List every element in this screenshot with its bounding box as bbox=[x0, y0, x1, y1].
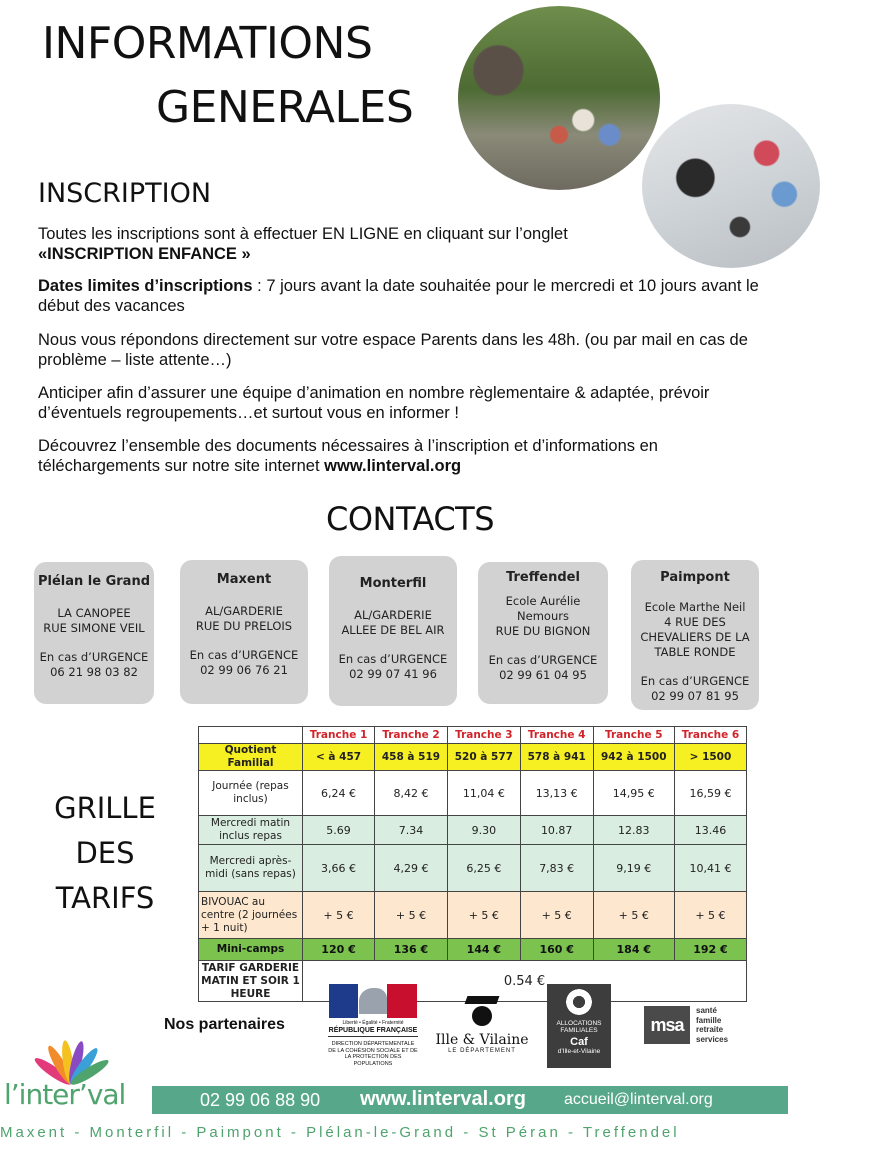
contact-urgence-label: En cas d’URGENCE bbox=[488, 653, 598, 667]
table-row-quotient bbox=[199, 744, 747, 771]
table-row-bivouac bbox=[199, 892, 747, 939]
contact-phone[interactable]: 02 99 07 81 95 bbox=[651, 689, 739, 703]
iv-sub: LE DÉPARTEMENT bbox=[448, 1048, 516, 1054]
msa-line: santé bbox=[696, 1006, 717, 1015]
contact-card-treffendel bbox=[478, 562, 608, 704]
table-cell: 458 à 519 bbox=[375, 744, 448, 771]
rf-motto: Liberté • Égalité • Fraternité bbox=[342, 1020, 404, 1026]
contact-address bbox=[631, 600, 759, 660]
table-cell: 9.30 bbox=[447, 816, 520, 845]
photo-children-indoor bbox=[642, 104, 820, 268]
linterval-logo-icon bbox=[36, 1030, 108, 1084]
linterval-brand-name: l’inter’val bbox=[4, 1078, 126, 1111]
table-cell: 192 € bbox=[674, 939, 746, 961]
tranche-header: Tranche 3 bbox=[447, 727, 520, 744]
table-cell: + 5 € bbox=[520, 892, 593, 939]
contact-phone[interactable]: 02 99 07 41 96 bbox=[349, 667, 437, 681]
row-label: Quotient Familial bbox=[199, 744, 303, 771]
tranche-header: Tranche 2 bbox=[375, 727, 448, 744]
contact-address bbox=[180, 604, 308, 634]
table-cell: 0.54 € bbox=[303, 961, 747, 1002]
contact-name: Treffendel bbox=[506, 570, 580, 585]
table-cell: 144 € bbox=[447, 939, 520, 961]
contact-address-line: AL/GARDERIE bbox=[354, 608, 432, 622]
tranche-header: Tranche 1 bbox=[303, 727, 375, 744]
tarifs-heading-line: GRILLE bbox=[54, 791, 156, 825]
logo-republique-francaise bbox=[328, 984, 418, 1068]
inscription-heading: INSCRIPTION bbox=[38, 178, 212, 209]
table-cell: < à 457 bbox=[303, 744, 375, 771]
tarifs-heading-line: DES bbox=[75, 836, 135, 870]
contact-urgence-label: En cas d’URGENCE bbox=[39, 650, 149, 664]
p5-text: Découvrez l’ensemble des documents nécessaires à l’inscription et d’informations en téléchargements sur notre site internet bbox=[38, 437, 658, 475]
contact-name: Maxent bbox=[216, 572, 272, 587]
table-row-mercredi-apres-midi bbox=[199, 845, 747, 892]
logo-ille-et-vilaine bbox=[432, 996, 532, 1054]
table-cell: 120 € bbox=[303, 939, 375, 961]
inscription-paragraph-2 bbox=[38, 276, 778, 316]
msa-text bbox=[696, 1006, 728, 1044]
contact-address-line: Nemours bbox=[517, 609, 569, 623]
table-cell: 12.83 bbox=[593, 816, 674, 845]
inscription-paragraph-1 bbox=[38, 224, 648, 264]
logo-msa bbox=[644, 1006, 744, 1046]
marianne-icon bbox=[329, 984, 417, 1018]
msa-line: services bbox=[696, 1034, 729, 1044]
contact-phone[interactable]: 06 21 98 03 82 bbox=[50, 665, 138, 679]
contact-address-line: RUE SIMONE VEIL bbox=[43, 621, 145, 635]
contact-address-line: CHEVALIERS DE LA bbox=[640, 630, 750, 644]
contact-address-line: RUE DU BIGNON bbox=[495, 624, 591, 638]
website-link[interactable]: www.linterval.org bbox=[324, 457, 462, 475]
inscription-paragraph-4: Anticiper afin d’assurer une équipe d’animation en nombre règlementaire & adaptée, prévoir d’éventuels regroupements…et surtout vous en informer ! bbox=[38, 384, 710, 422]
contact-phone[interactable]: 02 99 61 04 95 bbox=[499, 668, 587, 682]
contact-address bbox=[34, 606, 154, 636]
table-corner-cell bbox=[199, 727, 303, 744]
table-cell: 4,29 € bbox=[375, 845, 448, 892]
table-cell: 10.87 bbox=[520, 816, 593, 845]
table-cell: 3,66 € bbox=[303, 845, 375, 892]
p2-bold: Dates limites d’inscriptions bbox=[38, 277, 253, 295]
contact-phone[interactable]: 02 99 06 76 21 bbox=[200, 663, 288, 677]
table-cell: 7,83 € bbox=[520, 845, 593, 892]
p1-text: Toutes les inscriptions sont à effectuer EN LIGNE en cliquant sur l’onglet bbox=[38, 225, 568, 243]
msa-line: retraite bbox=[696, 1025, 724, 1034]
rf-name: RÉPUBLIQUE FRANÇAISE bbox=[328, 1028, 418, 1038]
contact-address bbox=[329, 608, 457, 638]
caf-flower-icon bbox=[563, 988, 595, 1016]
table-cell: 520 à 577 bbox=[447, 744, 520, 771]
contact-urgence-label: En cas d’URGENCE bbox=[338, 652, 448, 666]
contact-address bbox=[478, 594, 608, 639]
tarifs-table bbox=[198, 726, 747, 1002]
caf-sub: d’Ille-et-Vilaine bbox=[557, 1048, 601, 1055]
table-cell: 16,59 € bbox=[674, 771, 746, 816]
footer-email-link[interactable]: accueil@linterval.org bbox=[564, 1091, 713, 1108]
table-cell: 13.46 bbox=[674, 816, 746, 845]
row-label: Mercredi matin inclus repas bbox=[199, 816, 303, 845]
partners-label: Nos partenaires bbox=[164, 1016, 285, 1033]
table-cell: + 5 € bbox=[593, 892, 674, 939]
tranche-header: Tranche 6 bbox=[674, 727, 746, 744]
p1-bold: «INSCRIPTION ENFANCE » bbox=[38, 245, 251, 263]
contact-address-line: AL/GARDERIE bbox=[205, 604, 283, 618]
contact-address-line: Ecole Aurélie bbox=[505, 594, 581, 608]
caf-name: Caf bbox=[570, 1036, 588, 1048]
table-cell: 5.69 bbox=[303, 816, 375, 845]
contact-card-maxent bbox=[180, 560, 308, 704]
p2-text: : 7 jours avant la date souhaitée pour le mercredi et 10 jours avant le début des vacances bbox=[38, 277, 759, 315]
footer-phone[interactable]: 02 99 06 88 90 bbox=[200, 1090, 321, 1110]
table-cell: + 5 € bbox=[375, 892, 448, 939]
contact-name: Paimpont bbox=[660, 570, 730, 585]
logo-caf bbox=[547, 984, 611, 1068]
caf-line: ALLOCATIONS bbox=[556, 1020, 602, 1027]
contact-address-line: ALLEE DE BEL AIR bbox=[341, 623, 445, 637]
tranche-header: Tranche 5 bbox=[593, 727, 674, 744]
contact-name: Plélan le Grand bbox=[37, 574, 151, 589]
tranche-header: Tranche 4 bbox=[520, 727, 593, 744]
contact-card-monterfil bbox=[329, 556, 457, 706]
footer-website-link[interactable]: www.linterval.org bbox=[360, 1088, 526, 1110]
contact-address-line: Ecole Marthe Neil bbox=[644, 600, 746, 614]
table-cell: 9,19 € bbox=[593, 845, 674, 892]
row-label: Mercredi après-midi (sans repas) bbox=[199, 845, 303, 892]
iv-name: Ille & Vilaine bbox=[435, 1032, 529, 1048]
contact-card-plelan bbox=[34, 562, 154, 704]
footer-towns: Maxent - Monterfil - Paimpont - Plélan-le-Grand - St Péran - Treffendel bbox=[0, 1124, 680, 1141]
inscription-paragraph-5 bbox=[38, 436, 778, 476]
table-cell: 8,42 € bbox=[375, 771, 448, 816]
contact-address-line: LA CANOPEE bbox=[57, 606, 131, 620]
contact-urgence-label: En cas d’URGENCE bbox=[640, 674, 750, 688]
tarifs-heading bbox=[40, 786, 170, 921]
footer-contact-bar bbox=[152, 1086, 788, 1114]
table-cell: 11,04 € bbox=[447, 771, 520, 816]
contacts-heading: CONTACTS bbox=[325, 500, 495, 538]
contact-address-line: TABLE RONDE bbox=[654, 645, 736, 659]
table-cell: 13,13 € bbox=[520, 771, 593, 816]
table-cell: + 5 € bbox=[447, 892, 520, 939]
row-label: Journée (repas inclus) bbox=[199, 771, 303, 816]
table-cell: 6,25 € bbox=[447, 845, 520, 892]
inscription-paragraph-3: Nous vous répondons directement sur votre espace Parents dans les 48h. (ou par mail en cas de problème – liste attente…) bbox=[38, 331, 748, 369]
table-cell: 184 € bbox=[593, 939, 674, 961]
photo-children-outdoor bbox=[458, 6, 660, 190]
row-label: TARIF GARDERIE MATIN ET SOIR 1 HEURE bbox=[199, 961, 303, 1002]
msa-icon: msa bbox=[644, 1006, 690, 1044]
table-cell: + 5 € bbox=[303, 892, 375, 939]
contact-urgence-label: En cas d’URGENCE bbox=[189, 648, 299, 662]
msa-line: famille bbox=[696, 1015, 722, 1025]
table-cell: 6,24 € bbox=[303, 771, 375, 816]
rf-sub: DIRECTION DÉPARTEMENTALE DE LA COHÉSION SOCIALE ET DE LA PROTECTION DES POPULATIONS bbox=[328, 1041, 418, 1067]
contact-address-line: RUE DU PRELOIS bbox=[195, 619, 293, 633]
table-cell: > 1500 bbox=[674, 744, 746, 771]
table-cell: 578 à 941 bbox=[520, 744, 593, 771]
table-cell: 7.34 bbox=[375, 816, 448, 845]
table-row-mini-camps bbox=[199, 939, 747, 961]
ille-vilaine-icon bbox=[462, 996, 502, 1028]
contact-card-paimpont bbox=[631, 560, 759, 710]
table-row-tranches bbox=[199, 727, 747, 744]
tarifs-heading-line: TARIFS bbox=[55, 881, 155, 915]
table-cell: 10,41 € bbox=[674, 845, 746, 892]
page-title-line2: GENERALES bbox=[156, 82, 414, 133]
caf-line: FAMILIALES bbox=[560, 1027, 598, 1034]
table-cell: + 5 € bbox=[674, 892, 746, 939]
page-title-line1: INFORMATIONS bbox=[42, 18, 373, 69]
row-label: BIVOUAC au centre (2 journées + 1 nuit) bbox=[199, 892, 303, 939]
table-row-mercredi-matin bbox=[199, 816, 747, 845]
contact-address-line: 4 RUE DES bbox=[664, 615, 726, 629]
table-cell: 136 € bbox=[375, 939, 448, 961]
table-row-journee bbox=[199, 771, 747, 816]
row-label: Mini-camps bbox=[199, 939, 303, 961]
table-cell: 160 € bbox=[520, 939, 593, 961]
contact-name: Monterfil bbox=[359, 576, 427, 591]
table-cell: 942 à 1500 bbox=[593, 744, 674, 771]
table-cell: 14,95 € bbox=[593, 771, 674, 816]
